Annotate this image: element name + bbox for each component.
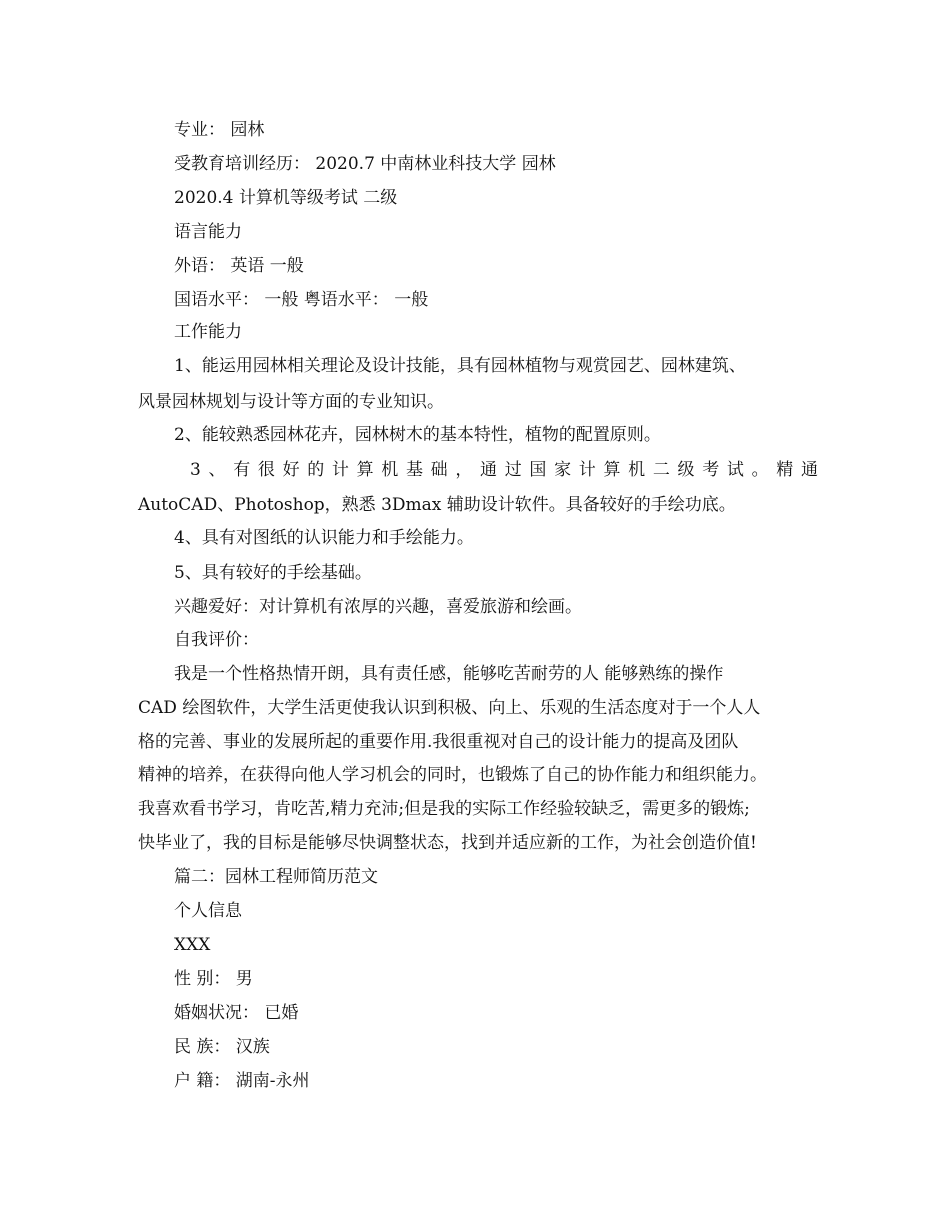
paragraph-line: 3、有很好的计算机基础，通过国家计算机二级考试。精通 (190, 460, 818, 480)
section-heading-work-ability: 工作能力 (174, 322, 242, 342)
text-line-exam: 2020.4 计算机等级考试 二级 (174, 188, 398, 208)
section-heading-part-two: 篇二：园林工程师简历范文 (174, 867, 378, 887)
section-heading-language: 语言能力 (174, 222, 242, 242)
paragraph-line: 快毕业了，我的目标是能够尽快调整状态，找到并适应新的工作，为社会创造价值! (138, 833, 757, 853)
text-line-foreign-language: 外语： 英语 一般 (174, 256, 304, 276)
paragraph-line: 2、能较熟悉园林花卉，园林树木的基本特性，植物的配置原则。 (174, 425, 661, 445)
paragraph-line: 我是一个性格热情开朗，具有责任感，能够吃苦耐劳的人 能够熟练的操作 (174, 664, 724, 684)
text-line-ethnicity: 民 族： 汉族 (174, 1037, 270, 1057)
text-line-major: 专业： 园林 (174, 120, 265, 140)
text-line-marital-status: 婚姻状况： 已婚 (174, 1003, 299, 1023)
text-line-mandarin-cantonese: 国语水平： 一般 粤语水平： 一般 (174, 290, 429, 310)
paragraph-line: 格的完善、事业的发展所起的重要作用.我很重视对自己的设计能力的提高及团队 (138, 732, 739, 752)
text-line-household-registration: 户 籍： 湖南-永州 (174, 1071, 310, 1091)
paragraph-line: 1、能运用园林相关理论及设计技能，具有园林植物与观赏园艺、园林建筑、 (174, 356, 746, 376)
text-line-name: XXX (174, 935, 211, 955)
text-line-education: 受教育培训经历： 2020.7 中南林业科技大学 园林 (174, 154, 556, 174)
text-line-gender: 性 别： 男 (174, 969, 253, 989)
paragraph-line: 精神的培养，在获得向他人学习机会的同时，也锻炼了自己的协作能力和组织能力。 (138, 765, 767, 785)
paragraph-line: 我喜欢看书学习，肯吃苦,精力充沛;但是我的实际工作经验较缺乏，需更多的锻炼; (138, 799, 750, 819)
paragraph-line: 4、具有对图纸的认识能力和手绘能力。 (174, 528, 474, 548)
paragraph-line: 5、具有较好的手绘基础。 (174, 563, 372, 583)
section-heading-self-evaluation: 自我评价： (174, 630, 259, 650)
text-line-hobbies: 兴趣爱好：对计算机有浓厚的兴趣，喜爱旅游和绘画。 (174, 597, 582, 617)
paragraph-line: CAD 绘图软件，大学生活更使我认识到积极、向上、乐观的生活态度对于一个人人 (138, 698, 761, 718)
paragraph-line: AutoCAD、Photoshop，熟悉 3Dmax 辅助设计软件。具备较好的手绘功底。 (138, 495, 736, 515)
paragraph-line: 风景园林规划与设计等方面的专业知识。 (138, 392, 444, 412)
section-heading-personal-info: 个人信息 (174, 901, 242, 921)
